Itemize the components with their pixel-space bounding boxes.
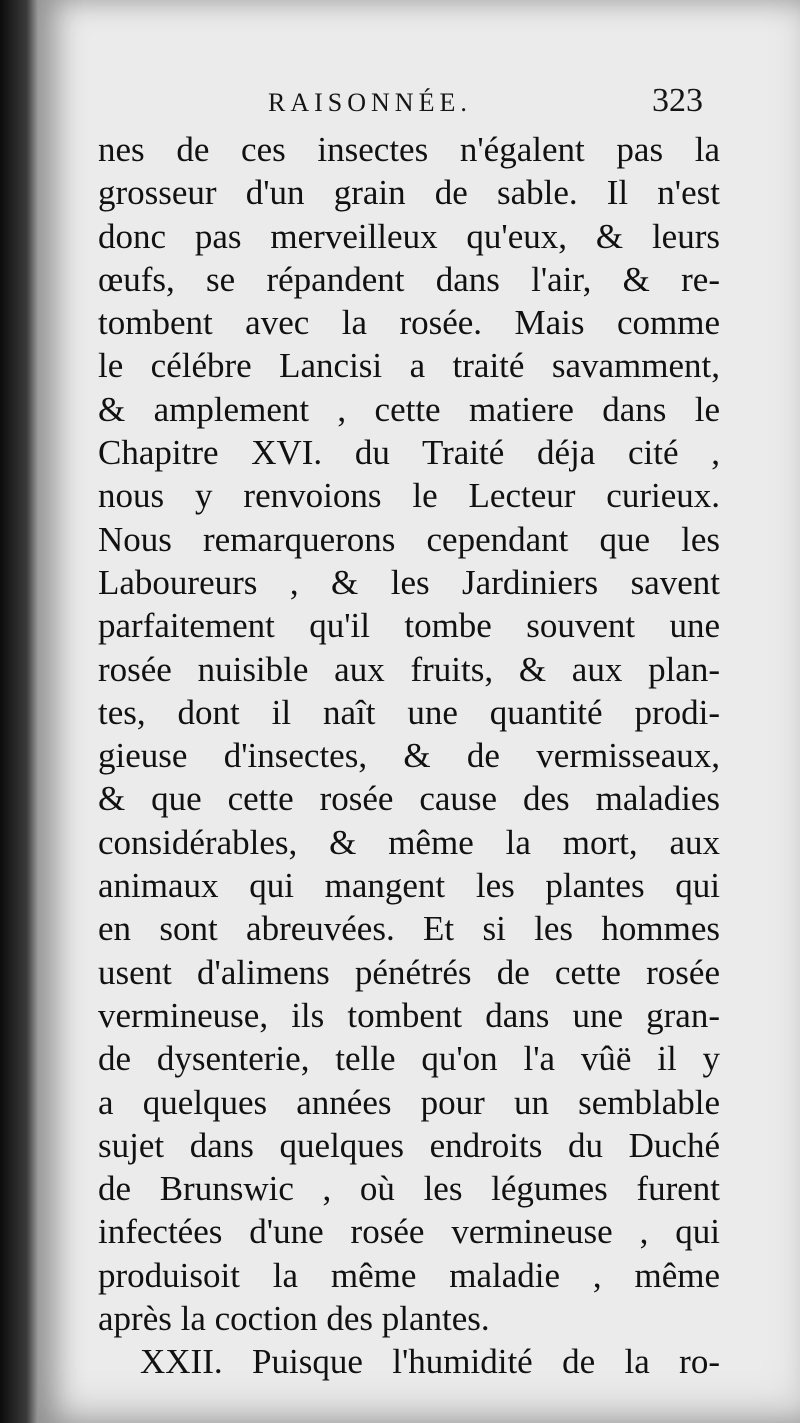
text-line: de dysenterie, telle qu'on l'a vûë il y	[98, 1039, 720, 1079]
text-line: Nous remarquerons cependant que les	[98, 519, 720, 559]
page-number: 323	[652, 82, 703, 119]
binding-shadow	[0, 0, 38, 1423]
text-line: Chapitre XVI. du Traité déja cité ,	[98, 433, 720, 473]
text-line: tes, dont il naît une quantité prodi-	[98, 692, 720, 732]
text-line: le célébre Lancisi a traité savamment,	[98, 346, 720, 386]
text-line: produisoit la même maladie , même	[98, 1255, 720, 1295]
text-line: infectées d'une rosée vermineuse , qui	[98, 1212, 720, 1252]
text-line: sujet dans quelques endroits du Duché	[98, 1125, 720, 1165]
text-line: nes de ces insectes n'égalent pas la	[98, 130, 720, 169]
text-line: gieuse d'insectes, & de vermisseaux,	[98, 736, 720, 776]
text-line: donc pas merveilleux qu'eux, & leurs	[98, 216, 720, 256]
body-text	[98, 128, 720, 1384]
running-head-title: RAISONNÉE.	[268, 88, 472, 117]
text-line: & que cette rosée cause des maladies	[98, 779, 720, 819]
text-line: œufs, se répandent dans l'air, & re-	[98, 259, 720, 299]
text-line: animaux qui mangent les plantes qui	[98, 866, 720, 906]
text-line: de Brunswic , où les légumes furent	[98, 1169, 720, 1209]
text-line: tombent avec la rosée. Mais comme	[98, 303, 720, 343]
text-line: usent d'alimens pénétrés de cette rosée	[98, 952, 720, 992]
text-line: parfaitement qu'il tombe souvent une	[98, 606, 720, 646]
text-line: considérables, & même la mort, aux	[98, 822, 720, 862]
text-line: & amplement , cette matiere dans le	[98, 389, 720, 429]
running-head	[0, 82, 800, 128]
text-line: grosseur d'un grain de sable. Il n'est	[98, 173, 720, 213]
section-start-line: XXII. Puisque l'humidité de la ro-	[140, 1342, 720, 1382]
text-line: nous y renvoions le Lecteur curieux.	[98, 476, 720, 516]
text-line: en sont abreuvées. Et si les hommes	[98, 909, 720, 949]
text-line: Laboureurs , & les Jardiniers savent	[98, 562, 720, 602]
text-line: a quelques années pour un semblable	[98, 1082, 720, 1122]
text-line: rosée nuisible aux fruits, & aux plan-	[98, 649, 720, 689]
text-line: après la coction des plantes.	[98, 1299, 490, 1339]
text-line: vermineuse, ils tombent dans une gran-	[98, 995, 720, 1035]
